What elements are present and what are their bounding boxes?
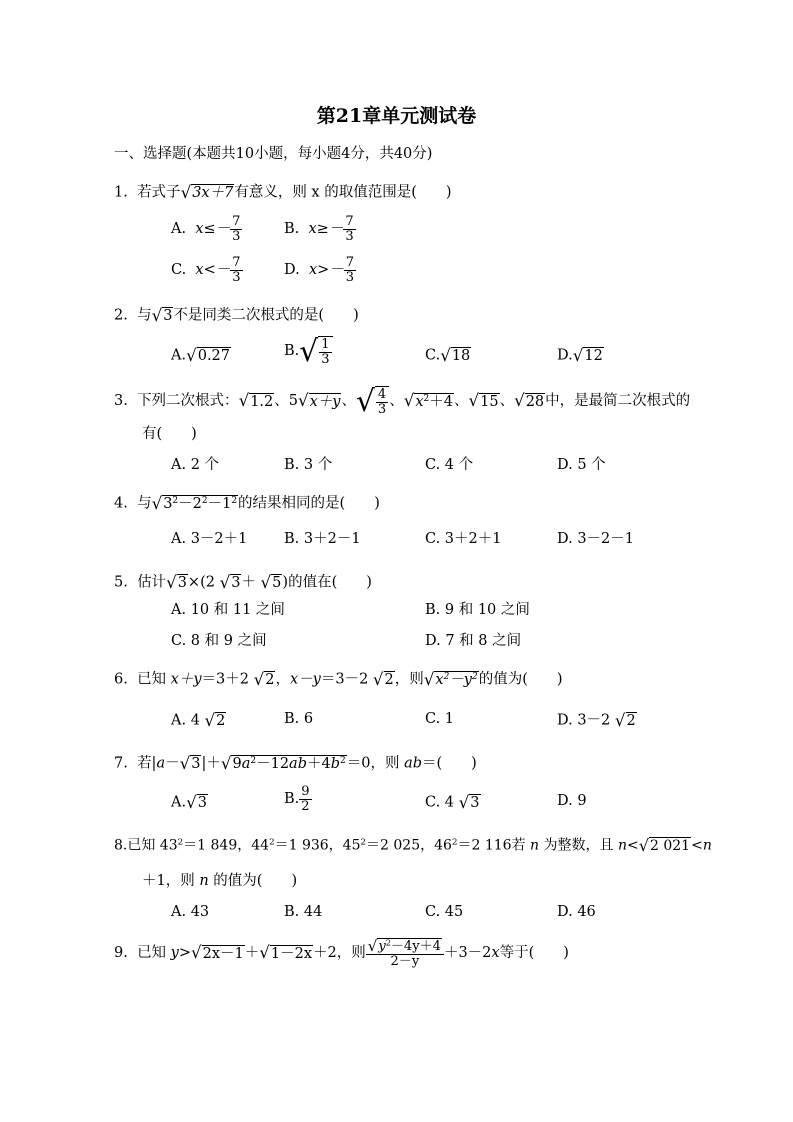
question-8: 8.已知 $43^2=1$ 849，$44^2=1$ 936，$45^2=2$ 025，$46^2=2$ 116若 n 为整数，且 n< √ 2 021 <n [114,835,712,855]
option-b: B. 6 [284,711,314,727]
question-6: 6. 已知 x＋y＝3＋2 √ 2 ，x－y＝3－2 √ 2 ，则 √ $x^2-y^2$ 的值为( ) [114,669,563,689]
option-d: D. 46 [557,904,596,920]
question-8-continued: ＋1，则 n 的值为( ) [142,873,298,889]
option-a: A. x≤－ $\frac{7}{3}$ [171,214,241,244]
option-d: D. 9 [557,793,587,809]
option-b: B. 3＋2－1 [284,531,361,547]
option-d: D. x>－ $\frac{7}{3}$ [284,255,355,285]
option-d: D. 5 个 [557,457,606,473]
section-heading: 一、选择题(本题共10小题，每小题4分，共40分) [114,146,433,162]
option-c: C. 4 个 [425,457,474,473]
question-3-continued: 有( ) [142,426,197,442]
option-a: A. 43 [171,904,210,920]
option-c: C. x<－ $\frac{7}{3}$ [171,255,241,285]
option-a: A. √ 0.27 [171,345,231,365]
radical: √ 12 [572,345,603,365]
option-c: C. 1 [425,711,455,727]
option-c: C. 45 [425,904,464,920]
option-d: D. 3－2 √ 2 [557,710,636,730]
radical: √ $\frac{1}{3}$ [299,336,332,366]
option-c: C. √ 18 [425,345,471,365]
question-4: 4. 与 √ $3^2-2^2-1^2$ 的结果相同的是( ) [114,493,380,513]
radical: √ 18 [440,345,471,365]
option-b: B. √ $\frac{1}{3}$ [284,336,333,366]
option-d: D. 7 和 8 之间 [425,633,522,649]
option-c: C. 3＋2＋1 [425,531,502,547]
page-title: 第21章单元测试卷 [316,105,477,127]
question-9: 9. 已知 y> √ 2x－1 ＋ √ 1－2x ＋2，则 √ $y^2-4y+4$ 2－y ＋3－2x等于( ) [114,936,569,969]
option-a: A. √ 3 [171,792,207,812]
question-1 [114,184,452,201]
fraction: $\frac{7}{3}$ [345,214,354,244]
option-b: B. 44 [284,904,323,920]
option-b: B. 9 和 10 之间 [425,602,530,618]
option-b: B. x≥－ $\frac{7}{3}$ [284,214,354,244]
question-number: 1. [114,184,128,201]
question-2: 2. 与 √ 3 不是同类二次根式的是( ) [114,305,359,325]
question-text: 若式子 [137,184,181,201]
option-b: B. 3 个 [284,457,333,473]
question-7: 7. 若|a－ √ 3 |＋ √ $9a^2-12ab+4b^2$ ＝0，则 ab＝( ) [114,753,477,773]
fraction: $\frac{7}{3}$ [345,255,355,285]
option-a: A. 3－2＋1 [171,531,248,547]
question-5: 5. 估计 √ 3 ×(2 √ 3 ＋ √ 5 )的值在( ) [114,572,372,592]
radical: √ 0.27 [186,345,231,365]
question-3: 3. 下列二次根式： √ 1.2 、5 √ x＋y 、 √ $\frac{4}{3}$ 、 √ $x^2+4$ 、 √ 15 、 √ 28 中，是最简二次根式的 [114,383,691,419]
option-d: D. 3－2－1 [557,531,635,547]
fraction: $\frac{7}{3}$ [232,214,241,244]
option-a: A. 2 个 [171,457,220,473]
option-a: A. 10 和 11 之间 [171,602,285,618]
fraction: √ $y^2-4y+4$ 2－y [366,938,444,968]
option-a: A. 4 √ 2 [171,710,226,730]
option-c: C. 4 √ 3 [425,792,480,812]
option-d: D. √ 12 [557,345,603,365]
question-text: 有意义，则 x 的取值范围是( ) [234,184,452,201]
option-b: B. $\frac{9}{2}$ [284,784,310,814]
radical: √ 3x＋7 [180,182,234,202]
fraction: $\frac{7}{3}$ [232,255,241,285]
option-c: C. 8 和 9 之间 [171,633,267,649]
radical: √ 3 [151,305,173,325]
